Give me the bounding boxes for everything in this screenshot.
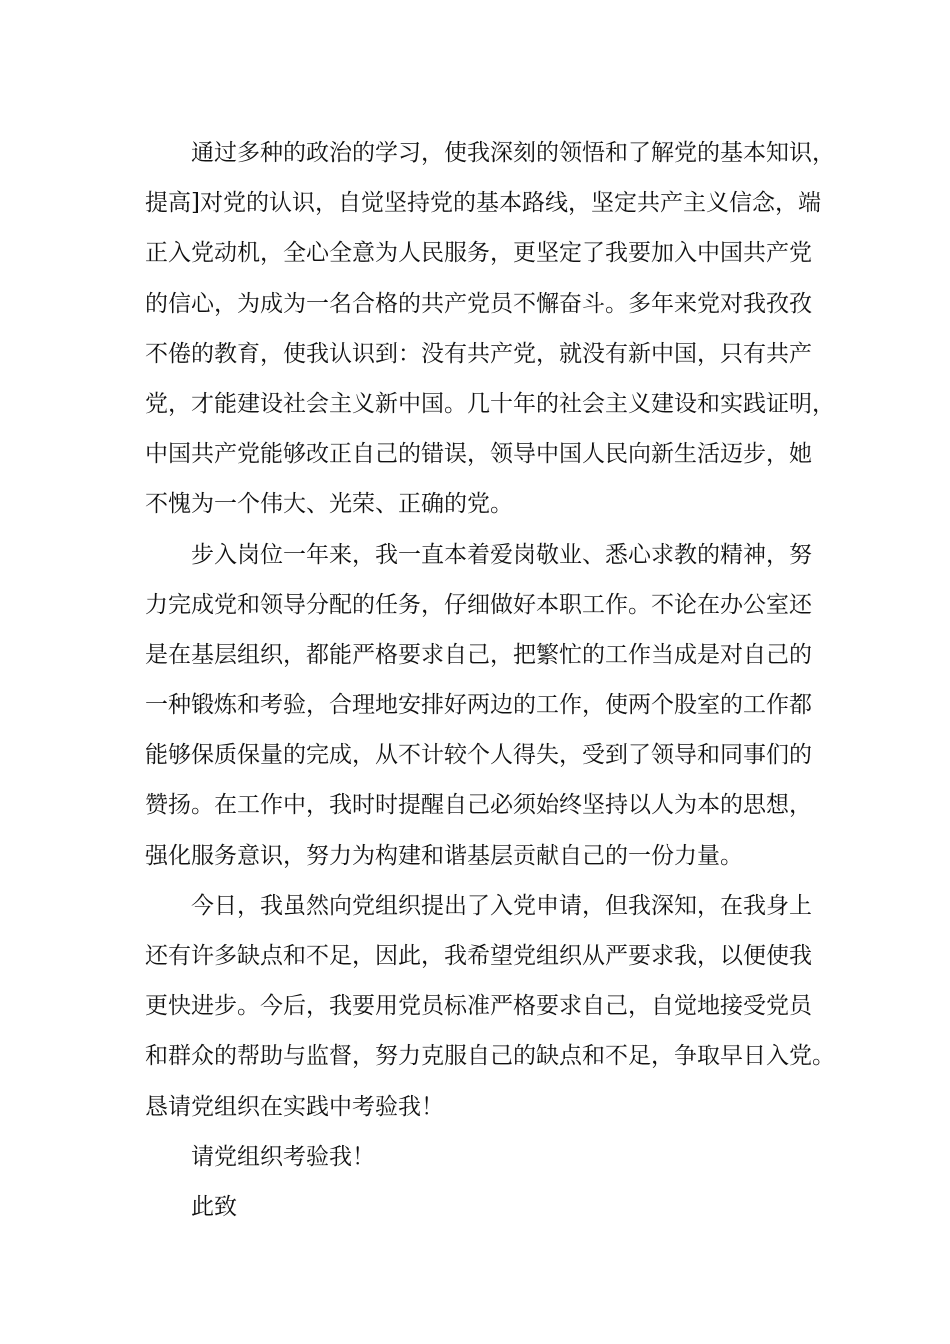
text-line: 中国共产党能够改正自己的错误，领导中国人民向新生活迈步，她 bbox=[145, 441, 812, 468]
text-line: 更快进步。今后，我要用党员标准严格要求自己，自觉地接受党员 bbox=[145, 993, 812, 1020]
text-line: 和群众的帮助与监督，努力克服自己的缺点和不足，争取早日入党。 bbox=[145, 1043, 835, 1070]
text-line: 强化服务意识，努力为构建和谐基层贡献自己的一份力量。 bbox=[145, 842, 743, 869]
text-line: 是在基层组织，都能严格要求自己，把繁忙的工作当成是对自己的 bbox=[145, 641, 812, 668]
text-line: 的信心，为成为一名合格的共产党员不懈奋斗。多年来党对我孜孜 bbox=[145, 290, 812, 317]
letter-body bbox=[145, 128, 835, 1232]
text-line: 一种锻炼和考验，合理地安排好两边的工作，使两个股室的工作都 bbox=[145, 692, 812, 719]
text-line: 党，才能建设社会主义新中国。几十年的社会主义建设和实践证明， bbox=[145, 390, 835, 417]
text-line: 今日，我虽然向党组织提出了入党申请，但我深知，在我身上 bbox=[191, 892, 812, 919]
text-line: 不倦的教育，使我认识到：没有共产党，就没有新中国，只有共产 bbox=[145, 340, 812, 367]
text-line: 能够保质保量的完成，从不计较个人得失，受到了领导和同事们的 bbox=[145, 742, 812, 769]
text-line: 请党组织考验我！ bbox=[191, 1143, 375, 1170]
text-line: 此致 bbox=[191, 1193, 237, 1220]
text-line: 步入岗位一年来，我一直本着爱岗敬业、悉心求教的精神，努 bbox=[191, 541, 812, 568]
text-line: 提高]对党的认识，自觉坚持党的基本路线，坚定共产主义信念，端 bbox=[145, 190, 821, 217]
text-line: 赞扬。在工作中，我时时提醒自己必须始终坚持以人为本的思想， bbox=[145, 792, 812, 819]
text-line: 正入党动机，全心全意为人民服务，更坚定了我要加入中国共产党 bbox=[145, 240, 812, 267]
text-line: 恳请党组织在实践中考验我！ bbox=[145, 1093, 444, 1120]
text-line: 力完成党和领导分配的任务，仔细做好本职工作。不论在办公室还 bbox=[145, 591, 812, 618]
text-line: 还有许多缺点和不足，因此，我希望党组织从严要求我，以便使我 bbox=[145, 943, 812, 969]
text-line: 通过多种的政治的学习，使我深刻的领悟和了解党的基本知识， bbox=[191, 140, 835, 166]
text-line: 不愧为一个伟大、光荣、正确的党。 bbox=[145, 491, 513, 518]
